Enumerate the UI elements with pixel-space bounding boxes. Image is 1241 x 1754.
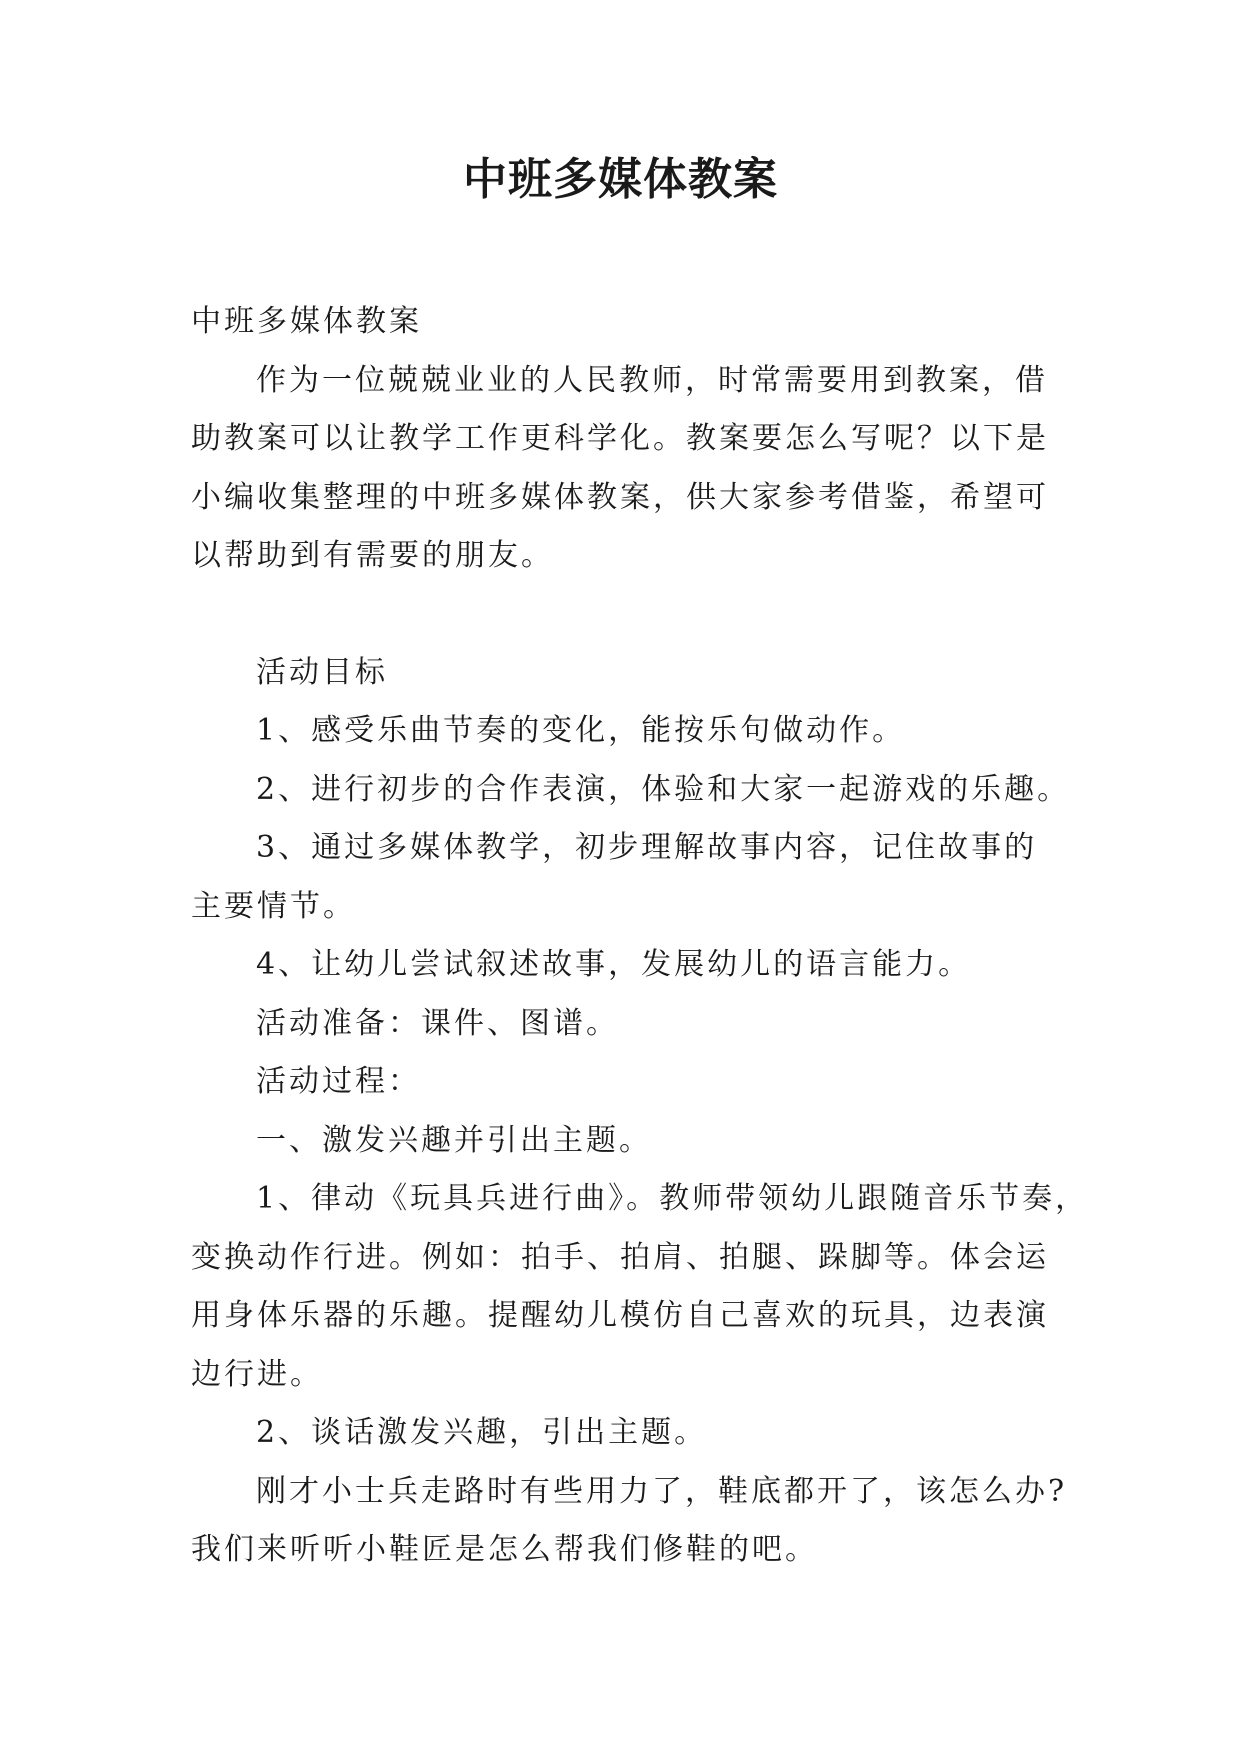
subtitle-line: 中班多媒体教案 (191, 304, 422, 339)
document-title: 中班多媒体教案 (463, 154, 778, 205)
paragraph-line: 刚才小士兵走路时有些用力了，鞋底都开了，该怎么办? (256, 1473, 1068, 1509)
paragraph-line: 活动过程： (256, 1064, 421, 1099)
paragraph-line: 边行进。 (191, 1356, 323, 1392)
blank-line (191, 586, 1051, 644)
paragraph-line: 1、律动《玩具兵进行曲》。教师带领幼儿跟随音乐节奏， (256, 1181, 1089, 1216)
paragraph-line: 活动准备：课件、图谱。 (256, 1005, 619, 1041)
paragraph-line: 2、进行初步的合作表演，体验和大家一起游戏的乐趣。 (256, 771, 1071, 807)
section-heading: 活动目标 (256, 654, 388, 690)
paragraph-line: 用身体乐器的乐趣。提醒幼儿模仿自己喜欢的玩具，边表演 (191, 1298, 1049, 1333)
paragraph-line: 3、通过多媒体教学，初步理解故事内容，记住故事的 (256, 830, 1038, 865)
paragraph-line: 4、让幼儿尝试叙述故事，发展幼儿的语言能力。 (256, 947, 972, 982)
paragraph-line: 主要情节。 (191, 888, 356, 924)
paragraph-line: 一、激发兴趣并引出主题。 (256, 1122, 652, 1158)
paragraph-line: 2、谈话激发兴趣，引出主题。 (256, 1415, 708, 1450)
paragraph-line: 变换动作行进。例如：拍手、拍肩、拍腿、跺脚等。体会运 (191, 1239, 1049, 1275)
paragraph-line: 1、感受乐曲节奏的变化，能按乐句做动作。 (256, 713, 906, 748)
paragraph-line: 助教案可以让教学工作更科学化。教案要怎么写呢？以下是 (191, 421, 1049, 456)
paragraph-line: 以帮助到有需要的朋友。 (191, 538, 554, 573)
paragraph-line: 小编收集整理的中班多媒体教案，供大家参考借鉴，希望可 (191, 479, 1049, 515)
paragraph-line: 作为一位兢兢业业的人民教师，时常需要用到教案，借 (256, 362, 1048, 398)
paragraph-line: 我们来听听小鞋匠是怎么帮我们修鞋的吧。 (191, 1532, 818, 1567)
document-body (191, 293, 1089, 1580)
